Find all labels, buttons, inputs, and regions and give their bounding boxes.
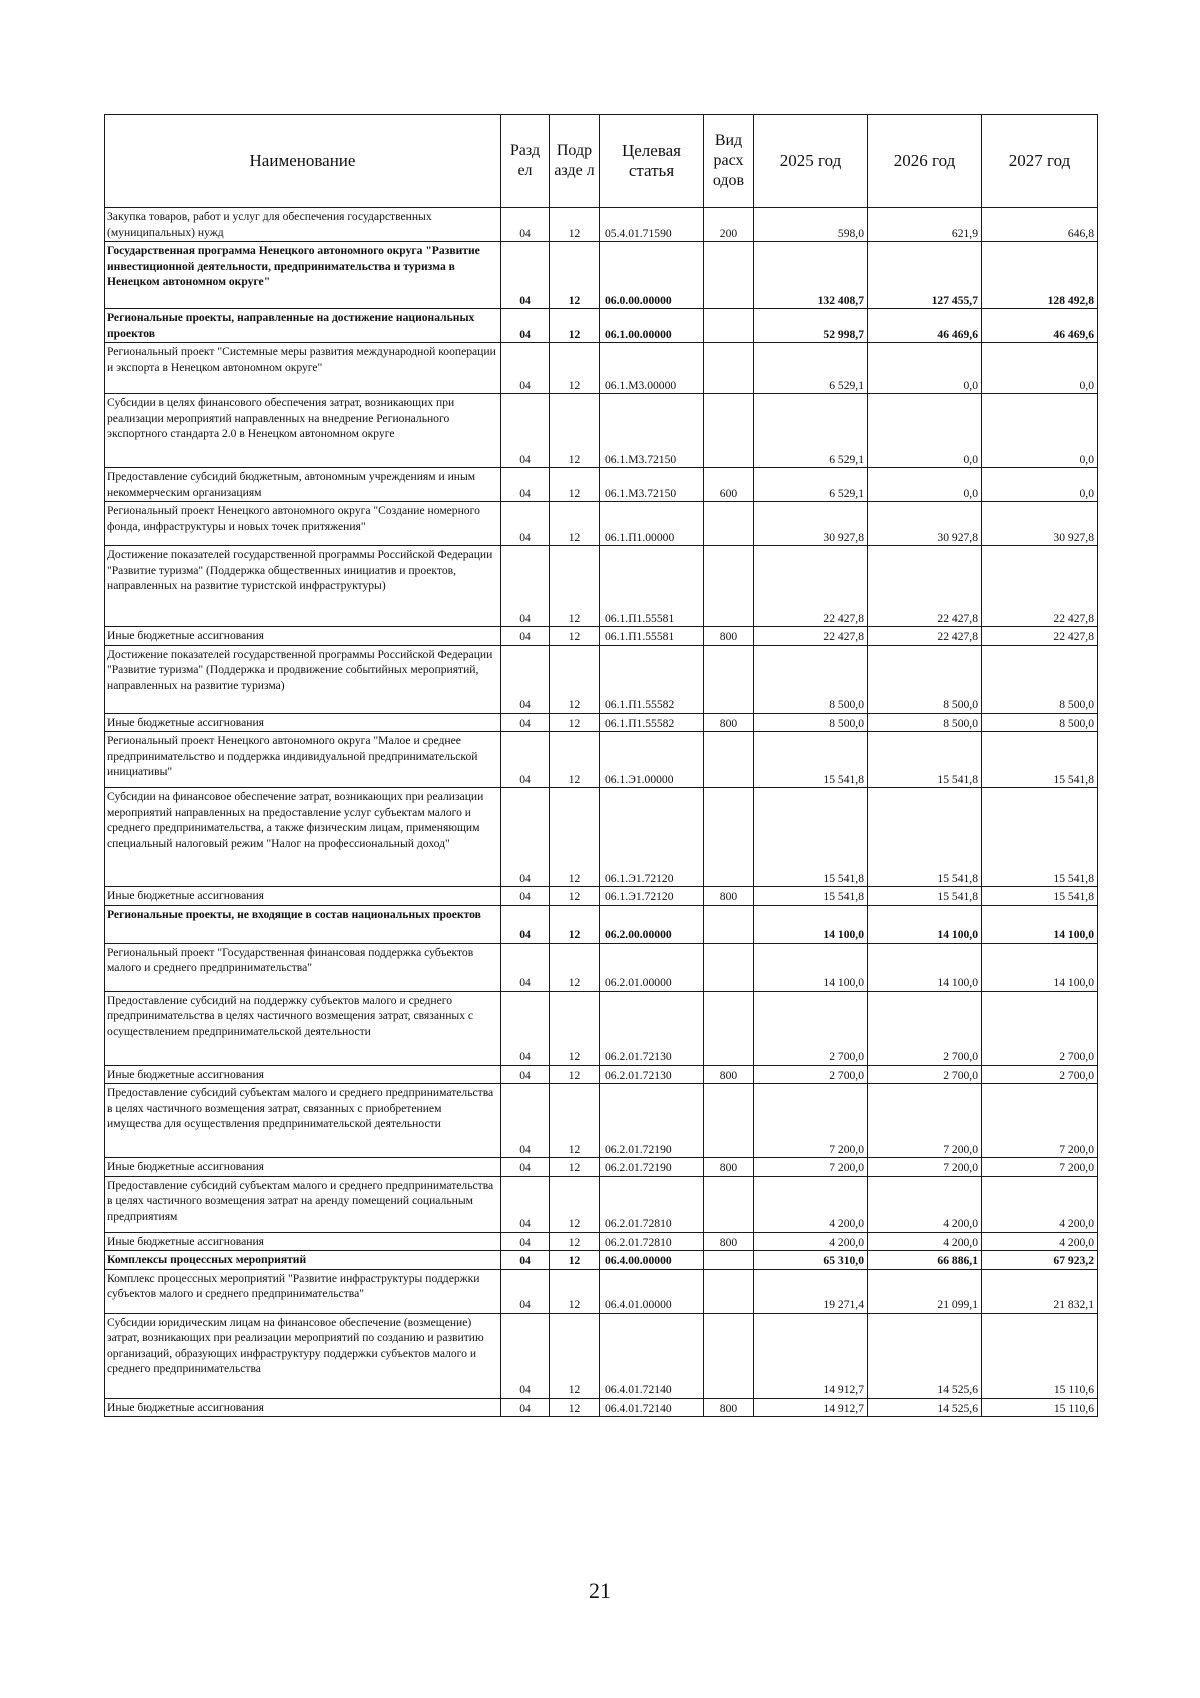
- header-name: Наименование: [105, 115, 501, 208]
- cell-section: 04: [501, 788, 550, 887]
- cell-name: Региональный проект Ненецкого автономного округа "Создание номерного фонда, инфраструктуры и новых точек притяжения": [105, 502, 501, 546]
- cell-target-article: 06.1.П1.55581: [600, 546, 704, 627]
- cell-year-2025: 4 200,0: [754, 1232, 868, 1251]
- cell-name: Иные бюджетные ассигнования: [105, 627, 501, 646]
- cell-subsection: 12: [550, 343, 600, 394]
- cell-section: 04: [501, 1232, 550, 1251]
- cell-section: 04: [501, 645, 550, 713]
- cell-year-2027: 15 110,6: [982, 1313, 1098, 1398]
- header-year-2025: 2025 год: [754, 115, 868, 208]
- cell-subsection: 12: [550, 1313, 600, 1398]
- cell-subsection: 12: [550, 627, 600, 646]
- cell-target-article: 06.2.01.00000: [600, 943, 704, 991]
- cell-year-2026: 2 700,0: [868, 991, 982, 1065]
- cell-year-2025: 8 500,0: [754, 713, 868, 732]
- cell-target-article: 06.1.М3.00000: [600, 343, 704, 394]
- cell-section: 04: [501, 905, 550, 943]
- cell-subsection: 12: [550, 1269, 600, 1313]
- cell-target-article: 06.1.П1.00000: [600, 502, 704, 546]
- cell-target-article: 06.1.Э1.72120: [600, 788, 704, 887]
- cell-section: 04: [501, 343, 550, 394]
- cell-year-2026: 46 469,6: [868, 309, 982, 343]
- cell-year-2027: 0,0: [982, 468, 1098, 502]
- cell-year-2025: 19 271,4: [754, 1269, 868, 1313]
- cell-section: 04: [501, 394, 550, 468]
- cell-name: Предоставление субсидий субъектам малого и среднего предпринимательства в целях частичного возмещения затрат, связанных с приобретением имущества для осуществления предпринимательской деятельности: [105, 1084, 501, 1158]
- cell-section: 04: [501, 1269, 550, 1313]
- cell-subsection: 12: [550, 991, 600, 1065]
- cell-target-article: 06.4.01.00000: [600, 1269, 704, 1313]
- cell-target-article: 06.4.01.72140: [600, 1313, 704, 1398]
- table-row: [105, 394, 1098, 468]
- cell-section: 04: [501, 208, 550, 242]
- cell-subsection: 12: [550, 394, 600, 468]
- cell-section: 04: [501, 468, 550, 502]
- cell-year-2027: 22 427,8: [982, 546, 1098, 627]
- cell-target-article: 06.2.00.00000: [600, 905, 704, 943]
- table-row: [105, 1084, 1098, 1158]
- table-row: [105, 1251, 1098, 1270]
- cell-name: Достижение показателей государственной программы Российской Федерации "Развитие туризма" (Поддержка общественных инициатив и проектов, направленных на развитие туристской инфраструктуры): [105, 546, 501, 627]
- cell-name: Предоставление субсидий субъектам малого и среднего предпринимательства в целях частичного возмещения затрат на аренду помещений социальным предприятиям: [105, 1176, 501, 1232]
- table-row: [105, 905, 1098, 943]
- cell-year-2025: 30 927,8: [754, 502, 868, 546]
- cell-expense-type: 800: [704, 713, 754, 732]
- cell-expense-type: 800: [704, 887, 754, 906]
- cell-subsection: 12: [550, 943, 600, 991]
- table-row: [105, 991, 1098, 1065]
- cell-name: Предоставление субсидий на поддержку субъектов малого и среднего предпринимательства в целях частичного возмещения затрат, связанных с осуществлением предпринимательской деятельности: [105, 991, 501, 1065]
- cell-expense-type: [704, 732, 754, 788]
- cell-year-2026: 2 700,0: [868, 1065, 982, 1084]
- cell-year-2027: 0,0: [982, 394, 1098, 468]
- cell-subsection: 12: [550, 309, 600, 343]
- cell-year-2026: 7 200,0: [868, 1084, 982, 1158]
- table-header-row: [105, 115, 1098, 208]
- cell-subsection: 12: [550, 887, 600, 906]
- cell-year-2026: 22 427,8: [868, 627, 982, 646]
- cell-subsection: 12: [550, 1158, 600, 1177]
- cell-year-2026: 14 525,6: [868, 1313, 982, 1398]
- cell-year-2026: 30 927,8: [868, 502, 982, 546]
- cell-year-2025: 7 200,0: [754, 1158, 868, 1177]
- cell-subsection: 12: [550, 468, 600, 502]
- cell-subsection: 12: [550, 713, 600, 732]
- table-row: [105, 732, 1098, 788]
- cell-section: 04: [501, 546, 550, 627]
- cell-year-2026: 14 100,0: [868, 905, 982, 943]
- cell-year-2026: 621,9: [868, 208, 982, 242]
- table-row: [105, 343, 1098, 394]
- cell-subsection: 12: [550, 1176, 600, 1232]
- cell-section: 04: [501, 887, 550, 906]
- cell-expense-type: [704, 905, 754, 943]
- cell-section: 04: [501, 1084, 550, 1158]
- cell-section: 04: [501, 1313, 550, 1398]
- cell-year-2027: 21 832,1: [982, 1269, 1098, 1313]
- cell-year-2026: 4 200,0: [868, 1176, 982, 1232]
- cell-expense-type: 200: [704, 208, 754, 242]
- cell-name: Региональные проекты, не входящие в состав национальных проектов: [105, 905, 501, 943]
- cell-expense-type: 600: [704, 468, 754, 502]
- cell-name: Государственная программа Ненецкого автономного округа "Развитие инвестиционной деятельности, предпринимательства и туризма в Ненецком автономном округе": [105, 242, 501, 309]
- header-section: Разд ел: [501, 115, 550, 208]
- cell-expense-type: [704, 242, 754, 309]
- cell-expense-type: [704, 394, 754, 468]
- header-year-2027: 2027 год: [982, 115, 1098, 208]
- cell-year-2026: 0,0: [868, 394, 982, 468]
- cell-section: 04: [501, 1065, 550, 1084]
- cell-target-article: 06.1.П1.55581: [600, 627, 704, 646]
- cell-section: 04: [501, 502, 550, 546]
- cell-year-2027: 4 200,0: [982, 1176, 1098, 1232]
- cell-expense-type: [704, 943, 754, 991]
- cell-name: Субсидии на финансовое обеспечение затрат, возникающих при реализации мероприятий направленных на предоставление услуг субъектам малого и среднего предпринимательства, а также физическим лицам, применяющим специальный налоговый режим "Налог на профессиональный доход": [105, 788, 501, 887]
- cell-target-article: 06.1.М3.72150: [600, 468, 704, 502]
- cell-year-2027: 8 500,0: [982, 645, 1098, 713]
- cell-year-2025: 6 529,1: [754, 394, 868, 468]
- cell-year-2025: 6 529,1: [754, 468, 868, 502]
- cell-target-article: 06.2.01.72190: [600, 1084, 704, 1158]
- cell-year-2025: 7 200,0: [754, 1084, 868, 1158]
- cell-expense-type: [704, 309, 754, 343]
- cell-year-2027: 128 492,8: [982, 242, 1098, 309]
- cell-section: 04: [501, 732, 550, 788]
- cell-name: Иные бюджетные ассигнования: [105, 1232, 501, 1251]
- cell-year-2027: 14 100,0: [982, 943, 1098, 991]
- cell-expense-type: [704, 343, 754, 394]
- cell-year-2027: 2 700,0: [982, 1065, 1098, 1084]
- cell-year-2025: 14 912,7: [754, 1398, 868, 1417]
- header-target-article: Целевая статья: [600, 115, 704, 208]
- cell-year-2025: 8 500,0: [754, 645, 868, 713]
- cell-section: 04: [501, 943, 550, 991]
- cell-year-2027: 22 427,8: [982, 627, 1098, 646]
- cell-year-2027: 15 110,6: [982, 1398, 1098, 1417]
- cell-target-article: 06.1.00.00000: [600, 309, 704, 343]
- cell-name: Субсидии юридическим лицам на финансовое обеспечение (возмещение) затрат, возникающих при реализации мероприятий по созданию и развитию организаций, образующих инфраструктуру поддержки субъектов малого и среднего предпринимательства: [105, 1313, 501, 1398]
- cell-year-2027: 30 927,8: [982, 502, 1098, 546]
- cell-name: Иные бюджетные ассигнования: [105, 1065, 501, 1084]
- table-row: [105, 788, 1098, 887]
- cell-section: 04: [501, 627, 550, 646]
- table-body: [105, 208, 1098, 1417]
- cell-year-2026: 14 100,0: [868, 943, 982, 991]
- cell-expense-type: [704, 788, 754, 887]
- cell-year-2027: 2 700,0: [982, 991, 1098, 1065]
- cell-target-article: 06.2.01.72130: [600, 1065, 704, 1084]
- cell-subsection: 12: [550, 242, 600, 309]
- cell-year-2025: 2 700,0: [754, 1065, 868, 1084]
- cell-name: Субсидии в целях финансового обеспечения затрат, возникающих при реализации мероприятий направленных на внедрение Регионального экспортного стандарта 2.0 в Ненецком автономном округе: [105, 394, 501, 468]
- cell-year-2025: 15 541,8: [754, 887, 868, 906]
- cell-year-2026: 14 525,6: [868, 1398, 982, 1417]
- table-row: [105, 309, 1098, 343]
- header-subsection: Подр азде л: [550, 115, 600, 208]
- budget-table: [104, 114, 1098, 1417]
- cell-year-2025: 15 541,8: [754, 788, 868, 887]
- cell-year-2027: 67 923,2: [982, 1251, 1098, 1270]
- cell-name: Предоставление субсидий бюджетным, автономным учреждениям и иным некоммерческим организациям: [105, 468, 501, 502]
- cell-section: 04: [501, 242, 550, 309]
- cell-target-article: 06.1.П1.55582: [600, 713, 704, 732]
- cell-target-article: 06.2.01.72810: [600, 1176, 704, 1232]
- cell-target-article: 06.2.01.72810: [600, 1232, 704, 1251]
- cell-year-2027: 46 469,6: [982, 309, 1098, 343]
- cell-target-article: 06.4.00.00000: [600, 1251, 704, 1270]
- cell-year-2026: 0,0: [868, 343, 982, 394]
- page-number: 21: [589, 1578, 611, 1603]
- cell-year-2027: 15 541,8: [982, 732, 1098, 788]
- cell-target-article: 06.2.01.72190: [600, 1158, 704, 1177]
- cell-year-2026: 0,0: [868, 468, 982, 502]
- table-row: [105, 1176, 1098, 1232]
- cell-name: Региональный проект "Государственная финансовая поддержка субъектов малого и среднего предпринимательства": [105, 943, 501, 991]
- cell-year-2026: 127 455,7: [868, 242, 982, 309]
- table-row: [105, 208, 1098, 242]
- cell-year-2027: 14 100,0: [982, 905, 1098, 943]
- cell-section: 04: [501, 713, 550, 732]
- cell-target-article: 06.1.Э1.00000: [600, 732, 704, 788]
- cell-year-2027: 15 541,8: [982, 788, 1098, 887]
- cell-target-article: 06.1.Э1.72120: [600, 887, 704, 906]
- cell-year-2025: 14 100,0: [754, 905, 868, 943]
- cell-year-2025: 132 408,7: [754, 242, 868, 309]
- cell-expense-type: 800: [704, 1232, 754, 1251]
- cell-name: Иные бюджетные ассигнования: [105, 1158, 501, 1177]
- cell-name: Комплекс процессных мероприятий "Развитие инфраструктуры поддержки субъектов малого и среднего предпринимательства": [105, 1269, 501, 1313]
- table-row: [105, 1065, 1098, 1084]
- cell-year-2026: 7 200,0: [868, 1158, 982, 1177]
- cell-expense-type: [704, 546, 754, 627]
- cell-expense-type: [704, 502, 754, 546]
- cell-expense-type: 800: [704, 1158, 754, 1177]
- cell-subsection: 12: [550, 788, 600, 887]
- cell-year-2027: 4 200,0: [982, 1232, 1098, 1251]
- cell-subsection: 12: [550, 208, 600, 242]
- cell-year-2026: 21 099,1: [868, 1269, 982, 1313]
- cell-section: 04: [501, 1251, 550, 1270]
- cell-year-2025: 52 998,7: [754, 309, 868, 343]
- table-row: [105, 1158, 1098, 1177]
- table-row: [105, 1269, 1098, 1313]
- cell-year-2026: 4 200,0: [868, 1232, 982, 1251]
- table-row: [105, 887, 1098, 906]
- cell-expense-type: [704, 645, 754, 713]
- cell-name: Иные бюджетные ассигнования: [105, 887, 501, 906]
- cell-year-2025: 22 427,8: [754, 627, 868, 646]
- cell-year-2025: 14 100,0: [754, 943, 868, 991]
- cell-expense-type: 800: [704, 1065, 754, 1084]
- cell-subsection: 12: [550, 1232, 600, 1251]
- table-row: [105, 1398, 1098, 1417]
- header-year-2026: 2026 год: [868, 115, 982, 208]
- cell-expense-type: 800: [704, 1398, 754, 1417]
- cell-year-2025: 65 310,0: [754, 1251, 868, 1270]
- cell-section: 04: [501, 1158, 550, 1177]
- cell-subsection: 12: [550, 1084, 600, 1158]
- table-row: [105, 546, 1098, 627]
- cell-expense-type: [704, 991, 754, 1065]
- cell-year-2026: 66 886,1: [868, 1251, 982, 1270]
- cell-year-2026: 8 500,0: [868, 645, 982, 713]
- cell-year-2025: 598,0: [754, 208, 868, 242]
- cell-name: Региональный проект "Системные меры развития международной кооперации и экспорта в Ненецком автономном округе": [105, 343, 501, 394]
- cell-year-2026: 15 541,8: [868, 788, 982, 887]
- header-expense-type: Вид расх одов: [704, 115, 754, 208]
- cell-year-2026: 22 427,8: [868, 546, 982, 627]
- cell-year-2027: 646,8: [982, 208, 1098, 242]
- cell-target-article: 06.1.М3.72150: [600, 394, 704, 468]
- table-row: [105, 1232, 1098, 1251]
- cell-year-2025: 2 700,0: [754, 991, 868, 1065]
- cell-year-2025: 14 912,7: [754, 1313, 868, 1398]
- table-row: [105, 242, 1098, 309]
- cell-year-2025: 6 529,1: [754, 343, 868, 394]
- cell-subsection: 12: [550, 546, 600, 627]
- cell-name: Иные бюджетные ассигнования: [105, 1398, 501, 1417]
- cell-subsection: 12: [550, 645, 600, 713]
- cell-target-article: 05.4.01.71590: [600, 208, 704, 242]
- table-row: [105, 1313, 1098, 1398]
- cell-year-2026: 15 541,8: [868, 732, 982, 788]
- cell-target-article: 06.2.01.72130: [600, 991, 704, 1065]
- table-row: [105, 502, 1098, 546]
- cell-section: 04: [501, 1176, 550, 1232]
- cell-year-2027: 0,0: [982, 343, 1098, 394]
- cell-expense-type: [704, 1313, 754, 1398]
- cell-subsection: 12: [550, 905, 600, 943]
- cell-target-article: 06.4.01.72140: [600, 1398, 704, 1417]
- cell-year-2025: 15 541,8: [754, 732, 868, 788]
- cell-subsection: 12: [550, 1065, 600, 1084]
- table-row: [105, 468, 1098, 502]
- table-row: [105, 645, 1098, 713]
- cell-expense-type: [704, 1176, 754, 1232]
- cell-name: Региональные проекты, направленные на достижение национальных проектов: [105, 309, 501, 343]
- cell-expense-type: [704, 1084, 754, 1158]
- cell-year-2027: 15 541,8: [982, 887, 1098, 906]
- cell-expense-type: [704, 1269, 754, 1313]
- cell-section: 04: [501, 309, 550, 343]
- table-row: [105, 713, 1098, 732]
- cell-subsection: 12: [550, 1398, 600, 1417]
- cell-expense-type: [704, 1251, 754, 1270]
- cell-name: Региональный проект Ненецкого автономного округа "Малое и среднее предпринимательство и поддержка индивидуальной предпринимательской инициативы": [105, 732, 501, 788]
- cell-target-article: 06.0.00.00000: [600, 242, 704, 309]
- cell-year-2025: 4 200,0: [754, 1176, 868, 1232]
- cell-year-2027: 7 200,0: [982, 1084, 1098, 1158]
- cell-name: Достижение показателей государственной программы Российской Федерации "Развитие туризма" (Поддержка и продвижение событийных мероприятий, направленных на развитие туризма): [105, 645, 501, 713]
- table-row: [105, 943, 1098, 991]
- cell-year-2027: 7 200,0: [982, 1158, 1098, 1177]
- cell-name: Закупка товаров, работ и услуг для обеспечения государственных (муниципальных) нужд: [105, 208, 501, 242]
- cell-subsection: 12: [550, 502, 600, 546]
- cell-year-2025: 22 427,8: [754, 546, 868, 627]
- cell-subsection: 12: [550, 732, 600, 788]
- cell-section: 04: [501, 991, 550, 1065]
- cell-name: Комплексы процессных мероприятий: [105, 1251, 501, 1270]
- cell-year-2027: 8 500,0: [982, 713, 1098, 732]
- table-row: [105, 627, 1098, 646]
- cell-year-2026: 15 541,8: [868, 887, 982, 906]
- cell-name: Иные бюджетные ассигнования: [105, 713, 501, 732]
- cell-section: 04: [501, 1398, 550, 1417]
- cell-target-article: 06.1.П1.55582: [600, 645, 704, 713]
- cell-year-2026: 8 500,0: [868, 713, 982, 732]
- cell-expense-type: 800: [704, 627, 754, 646]
- cell-subsection: 12: [550, 1251, 600, 1270]
